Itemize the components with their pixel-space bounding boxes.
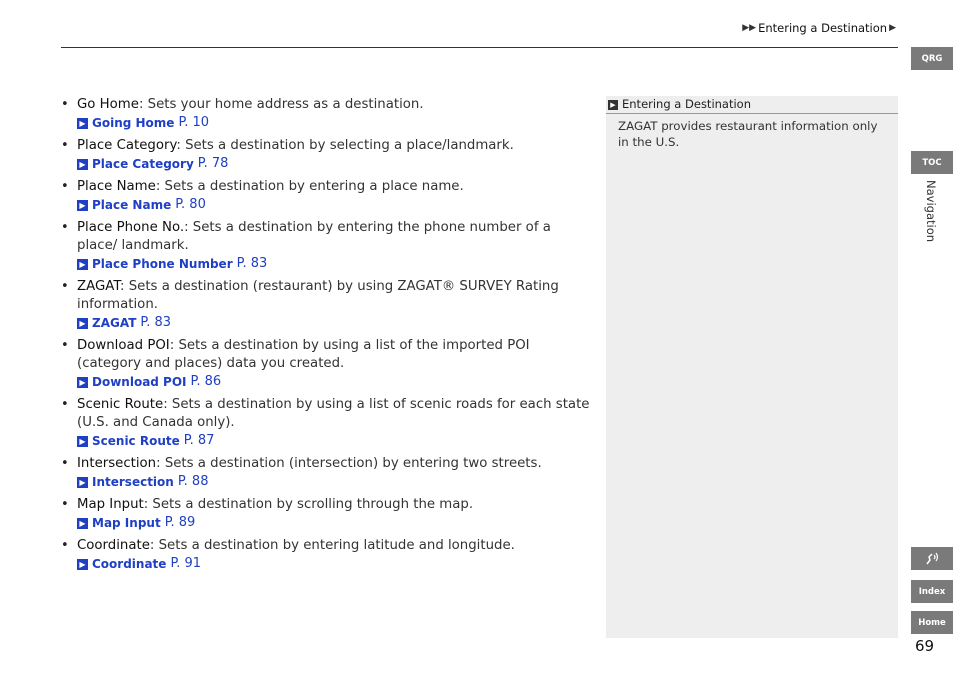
arrow-right-icon: ▶ bbox=[889, 23, 896, 33]
item-text bbox=[77, 496, 590, 514]
item-term: Place Name bbox=[77, 179, 156, 194]
link-arrow-icon: ▶ bbox=[77, 259, 88, 270]
voice-command-icon bbox=[924, 551, 940, 567]
cross-reference-link[interactable] bbox=[77, 555, 590, 573]
item-desc: : Sets a destination (intersection) by entering two streets. bbox=[156, 456, 542, 471]
link-page[interactable]: P. 89 bbox=[164, 515, 196, 530]
list-item bbox=[60, 219, 590, 273]
link-name[interactable]: Intersection bbox=[92, 475, 174, 489]
link-name[interactable]: Map Input bbox=[92, 516, 161, 530]
note-title: Entering a Destination bbox=[622, 97, 751, 111]
cross-reference-link[interactable] bbox=[77, 432, 590, 450]
item-text bbox=[77, 537, 590, 555]
link-page[interactable]: P. 78 bbox=[197, 156, 229, 171]
link-arrow-icon: ▶ bbox=[77, 159, 88, 170]
link-page[interactable]: P. 83 bbox=[140, 315, 172, 330]
note-sidebar bbox=[606, 96, 898, 638]
note-header bbox=[606, 96, 898, 114]
item-text bbox=[77, 178, 590, 196]
item-desc: : Sets a destination by selecting a place/landmark. bbox=[176, 138, 514, 153]
item-term: Map Input bbox=[77, 497, 144, 512]
cross-reference-link[interactable] bbox=[77, 196, 590, 214]
item-term: Go Home bbox=[77, 97, 139, 112]
item-desc: : Sets a destination by scrolling through the map. bbox=[143, 497, 474, 512]
list-item bbox=[60, 178, 590, 214]
destination-options-list bbox=[60, 96, 590, 578]
list-item bbox=[60, 496, 590, 532]
bullet: • bbox=[61, 97, 69, 112]
breadcrumb bbox=[742, 21, 896, 35]
bullet: • bbox=[61, 397, 69, 412]
link-name[interactable]: Going Home bbox=[92, 116, 175, 130]
link-name[interactable]: ZAGAT bbox=[92, 316, 137, 330]
list-item bbox=[60, 137, 590, 173]
voice-command-tab[interactable] bbox=[911, 547, 953, 570]
toc-tab[interactable]: TOC bbox=[911, 151, 953, 174]
link-page[interactable]: P. 86 bbox=[190, 374, 222, 389]
index-tab[interactable]: Index bbox=[911, 580, 953, 603]
item-text bbox=[77, 278, 590, 314]
cross-reference-link[interactable] bbox=[77, 114, 590, 132]
cross-reference-link[interactable] bbox=[77, 155, 590, 173]
header-rule bbox=[61, 47, 898, 48]
item-text bbox=[77, 137, 590, 155]
list-item bbox=[60, 96, 590, 132]
list-item bbox=[60, 455, 590, 491]
link-page[interactable]: P. 91 bbox=[170, 556, 202, 571]
link-arrow-icon: ▶ bbox=[77, 477, 88, 488]
page-number: 69 bbox=[915, 637, 935, 655]
link-arrow-icon: ▶ bbox=[77, 200, 88, 211]
link-name[interactable]: Place Name bbox=[92, 198, 172, 212]
note-arrow-icon: ▶ bbox=[608, 100, 618, 110]
link-page[interactable]: P. 10 bbox=[178, 115, 210, 130]
bullet: • bbox=[61, 179, 69, 194]
section-label-text: Navigation bbox=[924, 180, 938, 243]
item-term: Coordinate bbox=[77, 538, 150, 553]
link-name[interactable]: Scenic Route bbox=[92, 434, 180, 448]
item-desc: : Sets a destination by entering a place name. bbox=[155, 179, 464, 194]
bullet: • bbox=[61, 497, 69, 512]
cross-reference-link[interactable] bbox=[77, 314, 590, 332]
item-term: ZAGAT bbox=[77, 279, 120, 294]
cross-reference-link[interactable] bbox=[77, 473, 590, 491]
link-arrow-icon: ▶ bbox=[77, 118, 88, 129]
bullet: • bbox=[61, 279, 69, 294]
item-desc: : Sets a destination by using a list of the imported POI (category and places) data you created. bbox=[77, 338, 530, 371]
cross-reference-link[interactable] bbox=[77, 514, 590, 532]
link-name[interactable]: Coordinate bbox=[92, 557, 167, 571]
bullet: • bbox=[61, 538, 69, 553]
bullet: • bbox=[61, 138, 69, 153]
link-name[interactable]: Download POI bbox=[92, 375, 187, 389]
list-item bbox=[60, 537, 590, 573]
section-label[interactable] bbox=[920, 180, 944, 250]
item-desc: : Sets a destination by entering latitude and longitude. bbox=[149, 538, 515, 553]
link-arrow-icon: ▶ bbox=[77, 559, 88, 570]
bullet: • bbox=[61, 220, 69, 235]
link-page[interactable]: P. 83 bbox=[236, 256, 268, 271]
double-arrow-icon: ▶▶ bbox=[742, 23, 757, 33]
item-term: Download POI bbox=[77, 338, 170, 353]
bullet: • bbox=[61, 338, 69, 353]
item-text bbox=[77, 455, 590, 473]
link-arrow-icon: ▶ bbox=[77, 318, 88, 329]
link-arrow-icon: ▶ bbox=[77, 377, 88, 388]
item-desc: : Sets a destination by entering the phone number of a place/ landmark. bbox=[77, 220, 551, 253]
item-text bbox=[77, 396, 590, 432]
link-name[interactable]: Place Category bbox=[92, 157, 194, 171]
cross-reference-link[interactable] bbox=[77, 373, 590, 391]
item-term: Intersection bbox=[77, 456, 157, 471]
breadcrumb-current[interactable]: Entering a Destination bbox=[758, 21, 888, 35]
link-page[interactable]: P. 88 bbox=[177, 474, 209, 489]
link-arrow-icon: ▶ bbox=[77, 518, 88, 529]
list-item bbox=[60, 337, 590, 391]
list-item bbox=[60, 396, 590, 450]
item-text bbox=[77, 96, 590, 114]
item-term: Scenic Route bbox=[77, 397, 164, 412]
link-page[interactable]: P. 80 bbox=[175, 197, 206, 212]
list-item bbox=[60, 278, 590, 332]
item-text bbox=[77, 337, 590, 373]
item-desc: : Sets a destination (restaurant) by using ZAGAT® SURVEY Rating information. bbox=[77, 279, 559, 312]
qrg-tab[interactable]: QRG bbox=[911, 47, 953, 70]
item-desc: : Sets your home address as a destination. bbox=[138, 97, 424, 112]
item-desc: : Sets a destination by using a list of scenic roads for each state (U.S. and Canada only). bbox=[77, 397, 590, 430]
link-name[interactable]: Place Phone Number bbox=[92, 257, 233, 271]
link-page[interactable]: P. 87 bbox=[183, 433, 215, 448]
cross-reference-link[interactable] bbox=[77, 255, 590, 273]
note-text: ZAGAT provides restaurant information only in the U.S. bbox=[618, 119, 878, 149]
bullet: • bbox=[61, 456, 69, 471]
home-tab[interactable]: Home bbox=[911, 611, 953, 634]
item-term: Place Phone No. bbox=[77, 220, 185, 235]
item-text bbox=[77, 219, 590, 255]
link-arrow-icon: ▶ bbox=[77, 436, 88, 447]
item-term: Place Category bbox=[77, 138, 177, 153]
